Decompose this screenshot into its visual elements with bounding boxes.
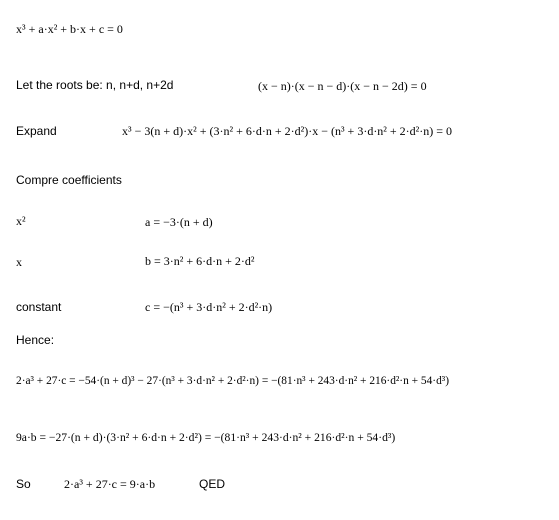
cubic-equation: x³ + a·x² + b·x + c = 0	[16, 22, 123, 36]
roots-product: (x − n)·(x − n − d)·(x − n − 2d) = 0	[258, 79, 427, 93]
qed-label: QED	[199, 477, 226, 491]
roots-label: Let the roots be: n, n+d, n+2d	[16, 78, 174, 92]
coef-x2-equation: a = −3·(n + d)	[145, 215, 213, 229]
hence-label: Hence:	[16, 333, 55, 347]
coef-x-equation: b = 3·n² + 6·d·n + 2·d²	[145, 254, 255, 268]
so-equation: 2·a³ + 27·c = 9·a·b	[64, 477, 156, 491]
so-label: So	[16, 477, 31, 491]
coef-x-label: x	[16, 255, 22, 269]
coef-const-label: constant	[16, 300, 62, 314]
hence-equation-1: 2·a³ + 27·c = −54·(n + d)³ − 27·(n³ + 3·d·n² + 2·d²·n) = −(81·n³ + 243·d·n² + 216·d²·n + 54·d³)	[16, 375, 449, 387]
expand-equation: x³ − 3(n + d)·x² + (3·n² + 6·d·n + 2·d²)·x − (n³ + 3·d·n² + 2·d²·n) = 0	[122, 124, 453, 138]
coef-x2-label: x²	[16, 214, 26, 228]
coef-const-equation: c = −(n³ + 3·d·n² + 2·d²·n)	[145, 300, 273, 314]
hence-equation-2: 9a·b = −27·(n + d)·(3·n² + 6·d·n + 2·d²) = −(81·n³ + 243·d·n² + 216·d²·n + 54·d³)	[16, 431, 396, 444]
expand-label: Expand	[16, 124, 57, 138]
compare-label: Compre coefficients	[16, 173, 122, 187]
